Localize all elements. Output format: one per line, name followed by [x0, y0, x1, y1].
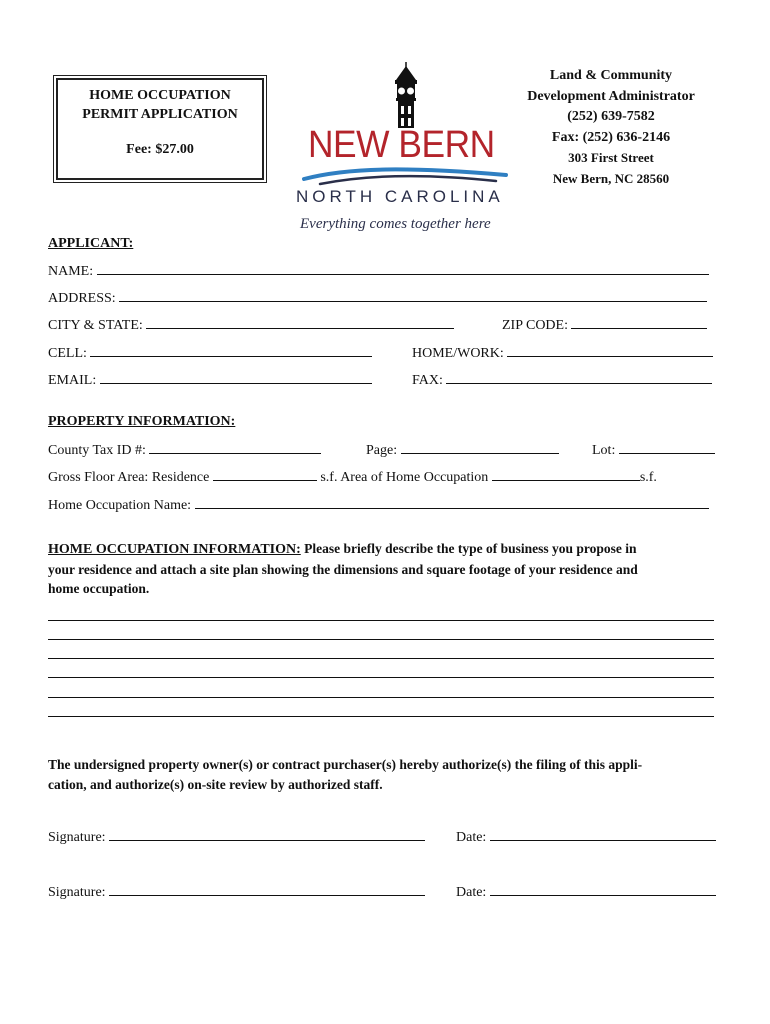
date-label: Date:	[456, 885, 487, 900]
signature-row-1	[48, 828, 425, 846]
description-line[interactable]	[48, 658, 714, 659]
logo-tagline: Everything comes together here	[300, 216, 491, 232]
name-label: NAME:	[48, 264, 94, 279]
applicant-address-row	[48, 289, 707, 307]
description-line[interactable]	[48, 697, 714, 698]
description-line[interactable]	[48, 716, 714, 717]
page-label: Page:	[366, 443, 398, 458]
email-field[interactable]	[100, 371, 372, 384]
signature-label: Signature:	[48, 830, 106, 845]
date-field[interactable]	[490, 828, 716, 841]
email-label: EMAIL:	[48, 373, 97, 388]
contact-block	[504, 66, 718, 189]
permit-title-line1: HOME OCCUPATION	[89, 88, 231, 103]
date-row-2	[456, 883, 716, 901]
date-label: Date:	[456, 830, 487, 845]
contact-line1: Land & Community	[549, 68, 673, 83]
zip-field[interactable]	[571, 316, 707, 329]
permit-title-line2: PERMIT APPLICATION	[82, 107, 238, 122]
signature-field[interactable]	[109, 883, 425, 896]
tax-id-label: County Tax ID #:	[48, 443, 146, 458]
occupation-info	[48, 539, 720, 599]
home-work-label: HOME/WORK:	[412, 346, 504, 361]
authorization-line2: cation, and authorize(s) on-site review by authorized staff.	[48, 776, 383, 792]
contact-line2: Development Administrator	[527, 88, 695, 104]
authorization-text	[48, 755, 720, 794]
occupation-instructions-2: your residence and attach a site plan showing the dimensions and square footage of your residence and	[48, 561, 638, 577]
page-field[interactable]	[401, 441, 559, 454]
description-line[interactable]	[48, 639, 714, 640]
applicant-zip-row	[502, 316, 707, 334]
name-field[interactable]	[97, 262, 709, 275]
contact-fax: Fax: (252) 636-2146	[551, 129, 671, 145]
occupation-name-row	[48, 496, 709, 514]
tax-id-field[interactable]	[149, 441, 321, 454]
address-field[interactable]	[119, 289, 707, 302]
authorization-line1: The undersigned property owner(s) or contract purchaser(s) hereby authorize(s) the filing of this appli-	[48, 757, 643, 772]
home-work-field[interactable]	[507, 344, 713, 357]
applicant-fax-row	[412, 371, 712, 389]
occupation-name-field[interactable]	[195, 496, 709, 509]
date-field[interactable]	[490, 883, 716, 896]
occupation-name-label: Home Occupation Name:	[48, 498, 192, 513]
city-state-field[interactable]	[146, 316, 454, 329]
lot-field[interactable]	[619, 441, 715, 454]
sf-label: s.f.	[639, 470, 657, 485]
residence-sf-field[interactable]	[213, 468, 317, 481]
cell-label: CELL:	[48, 346, 87, 361]
logo-state: NORTH CAROLINA	[296, 187, 504, 206]
page-row	[366, 441, 559, 459]
lot-row	[592, 441, 715, 459]
signature-field[interactable]	[109, 828, 425, 841]
logo-wave-icon	[300, 165, 510, 187]
address-label: ADDRESS:	[48, 291, 116, 306]
date-row-1	[456, 828, 716, 846]
permit-fee: Fee: $27.00	[126, 142, 194, 157]
contact-phone: (252) 639-7582	[567, 109, 655, 124]
clock-tower-icon	[386, 62, 426, 128]
permit-title-box	[56, 78, 264, 180]
occupation-heading: HOME OCCUPATION INFORMATION:	[48, 542, 301, 557]
tax-id-row	[48, 441, 321, 459]
description-line[interactable]	[48, 620, 714, 621]
zip-label: ZIP CODE:	[502, 318, 568, 333]
sf-occupation-label: s.f. Area of Home Occupation	[320, 470, 489, 485]
contact-street: 303 First Street	[568, 150, 654, 165]
city-state-label: CITY & STATE:	[48, 318, 143, 333]
cell-field[interactable]	[90, 344, 372, 357]
applicant-email-row	[48, 371, 372, 389]
applicant-cell-row	[48, 344, 372, 362]
floor-area-row	[48, 468, 657, 486]
occupation-sf-field[interactable]	[492, 468, 640, 481]
signature-label: Signature:	[48, 885, 106, 900]
applicant-name-row	[48, 262, 709, 280]
lot-label: Lot:	[592, 443, 616, 458]
applicant-heading: APPLICANT:	[48, 236, 134, 251]
signature-row-2	[48, 883, 425, 901]
logo-wordmark: NEW BERN	[308, 124, 495, 166]
gross-floor-label: Gross Floor Area: Residence	[48, 470, 210, 485]
occupation-instructions-1: Please briefly describe the type of business you propose in	[304, 541, 637, 556]
applicant-city-row	[48, 316, 454, 334]
contact-city: New Bern, NC 28560	[552, 170, 670, 186]
fax-field[interactable]	[446, 371, 712, 384]
applicant-home-row	[412, 344, 713, 362]
fax-label: FAX:	[412, 373, 443, 388]
property-heading: PROPERTY INFORMATION:	[48, 414, 236, 429]
occupation-instructions-3: home occupation.	[48, 581, 150, 596]
description-line[interactable]	[48, 677, 714, 678]
